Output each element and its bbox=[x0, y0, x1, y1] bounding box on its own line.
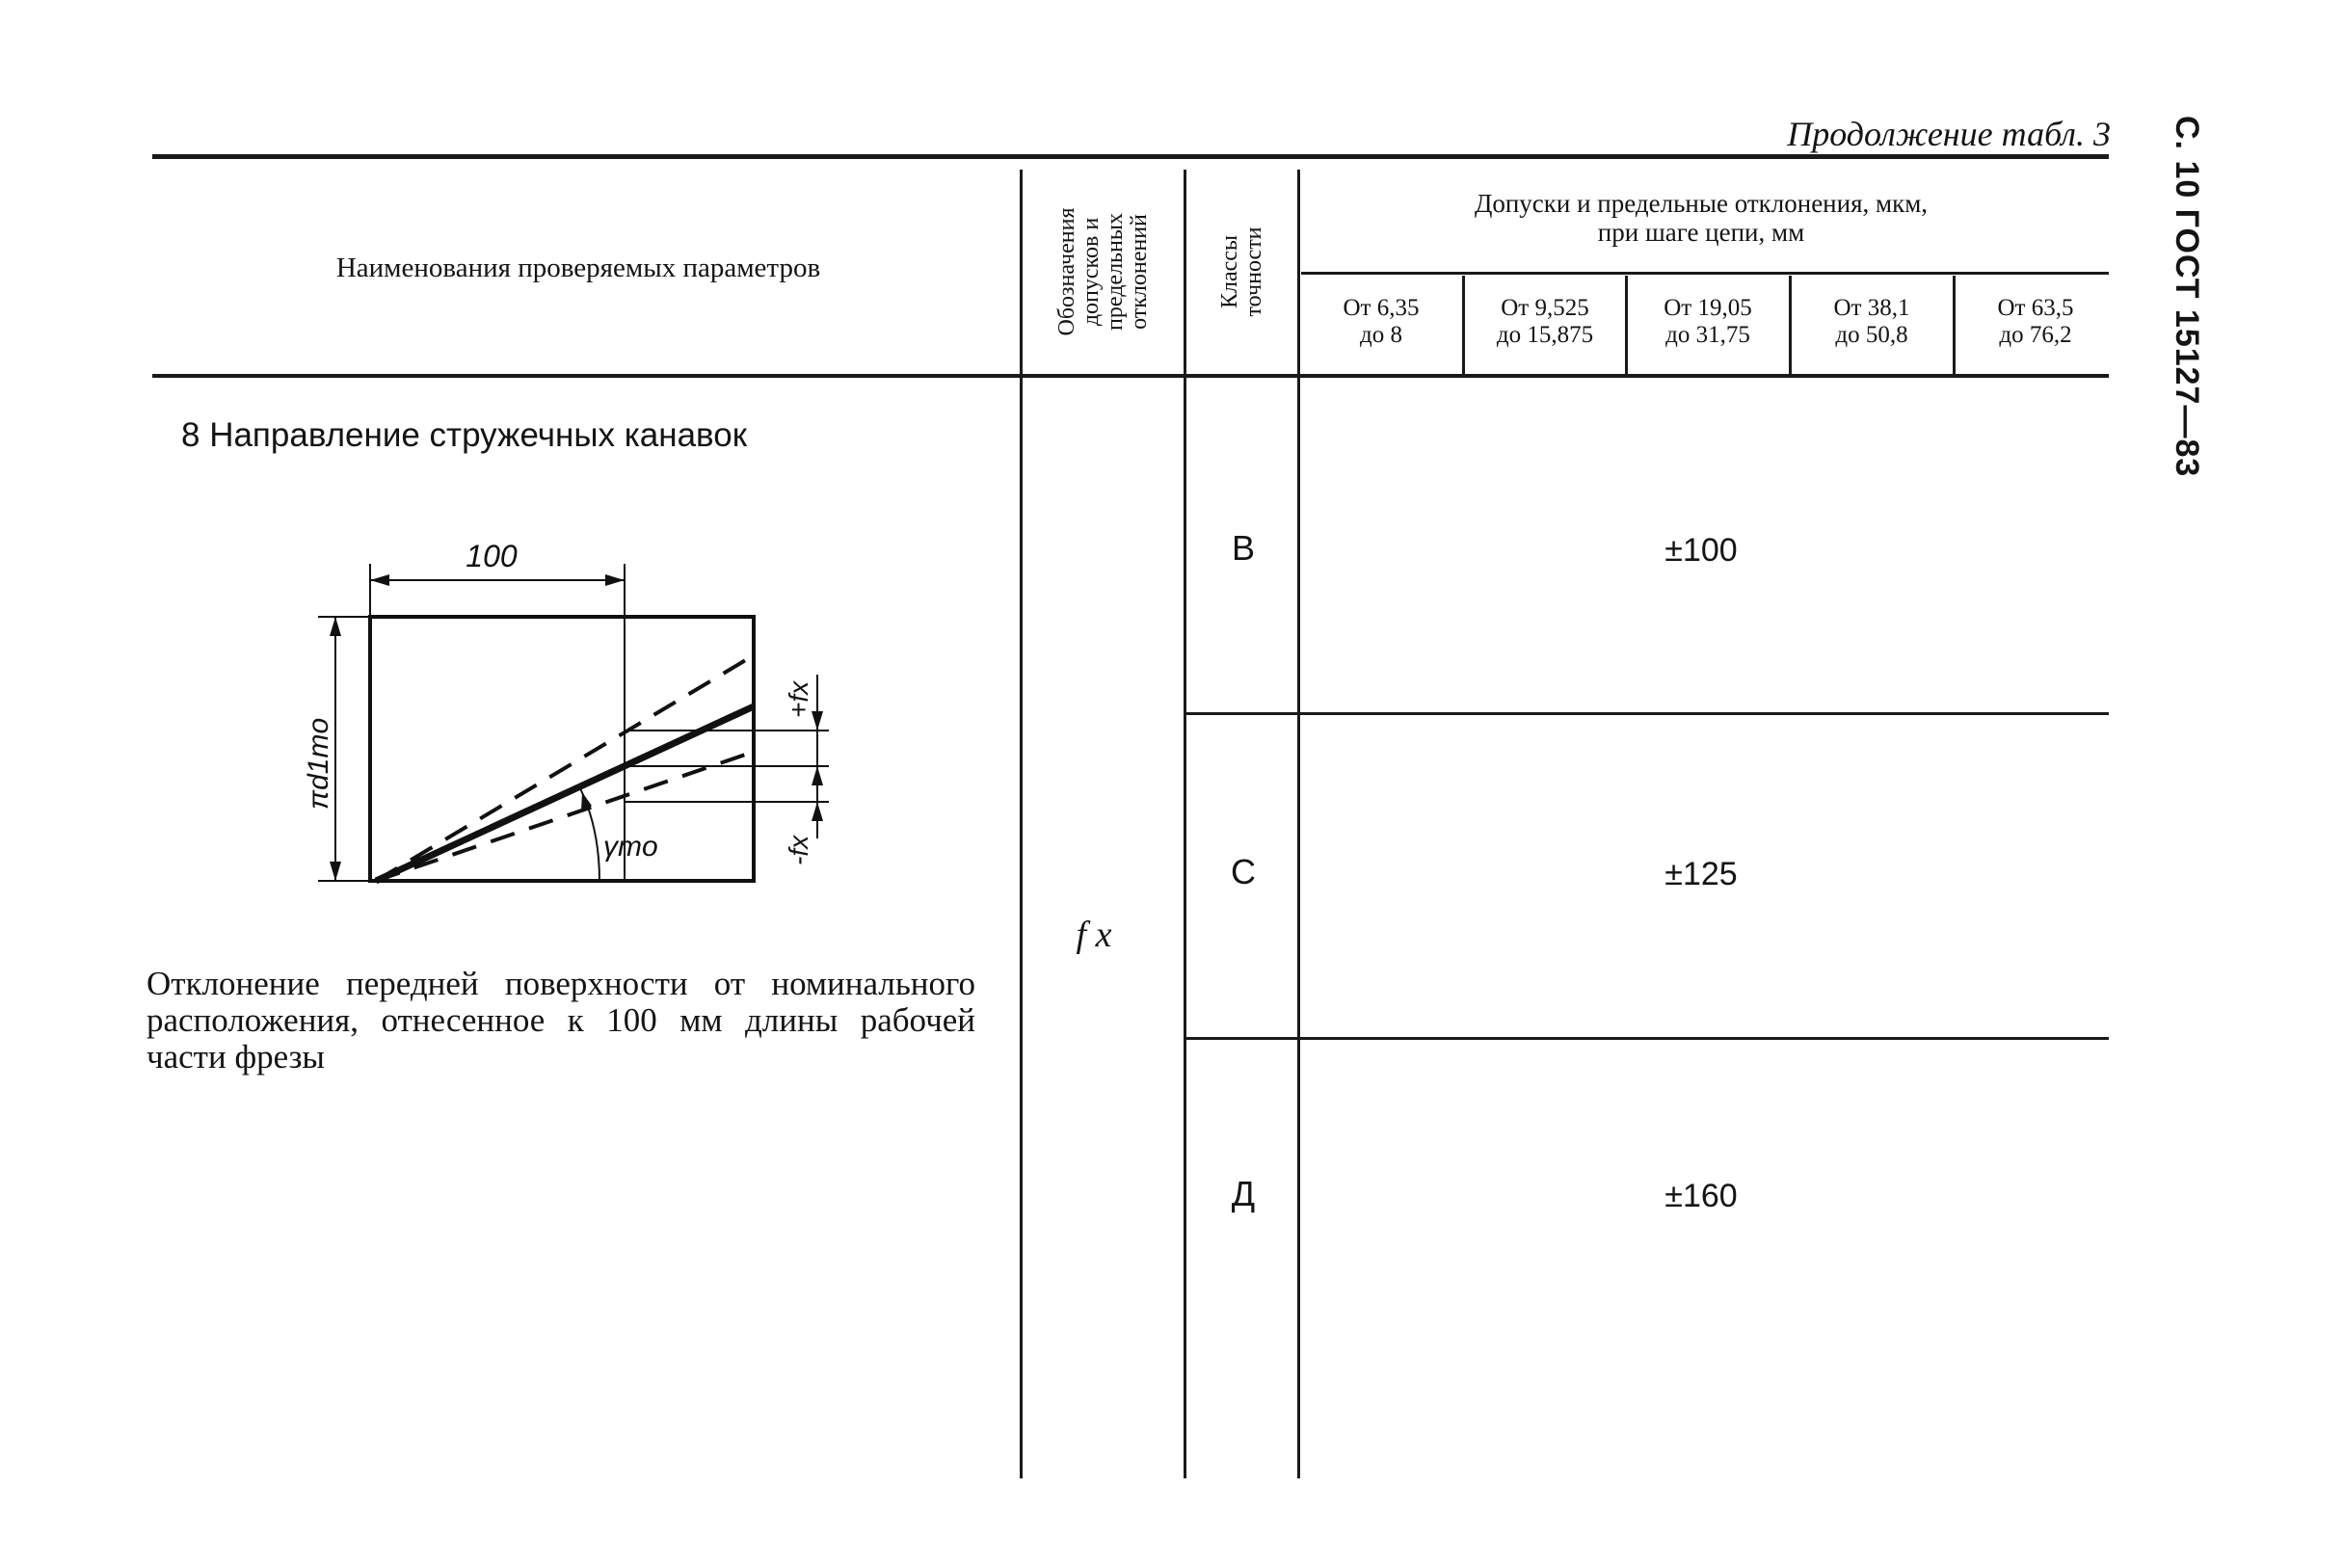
classes-column-header bbox=[1186, 170, 1297, 374]
pitch-range-2: От 9,525 до 15,875 bbox=[1496, 295, 1594, 348]
pitch-range-1: От 6,35 до 8 bbox=[1343, 295, 1420, 348]
tolerance-value-1: ±100 bbox=[1664, 532, 1738, 569]
cutter-outline bbox=[370, 617, 754, 881]
pitch-range-4: От 38,1 до 50,8 bbox=[1833, 295, 1910, 348]
dim-length-label: 100 bbox=[466, 539, 518, 573]
tolerances-column-header: Допуски и предельные отклонения, мкм, при шаге цепи, мм bbox=[1474, 189, 1929, 247]
nominal-flute-line bbox=[376, 706, 754, 881]
plus-fx-label: +fx bbox=[784, 680, 813, 718]
parameters-column-header: Наименования проверяемых параметров bbox=[335, 252, 821, 283]
accuracy-class-2: С bbox=[1231, 852, 1256, 891]
tolerance-header-rule bbox=[1301, 272, 2109, 275]
table-continuation-label: Продолжение табл. 3 bbox=[1787, 115, 2111, 153]
page-standard-label bbox=[2169, 116, 2207, 520]
angle-label: γmo bbox=[603, 831, 658, 863]
designation-column-header-text: Обозначения допусков и предельных отклонений bbox=[1053, 207, 1152, 336]
header-bottom-rule bbox=[152, 374, 2109, 378]
designation-column-header bbox=[1023, 170, 1184, 374]
tolerance-value-2: ±125 bbox=[1664, 856, 1738, 892]
page-standard-text: С. 10 ГОСТ 15127—83 bbox=[2169, 116, 2205, 478]
class-row-divider-1 bbox=[1185, 712, 2109, 715]
upper-tolerance-line bbox=[376, 655, 754, 881]
parameter-title: 8 Направление стружечных канавок bbox=[181, 416, 748, 454]
pitch-range-5: От 63,5 до 76,2 bbox=[1997, 295, 2074, 348]
pitch-range-3: От 19,05 до 31,75 bbox=[1664, 295, 1752, 348]
lower-tolerance-line bbox=[376, 752, 754, 881]
table-top-rule bbox=[152, 154, 2109, 159]
classes-column-header-text: Классы точности bbox=[1216, 226, 1266, 317]
class-row-divider-2 bbox=[1185, 1037, 2109, 1040]
tolerance-value-3: ±160 bbox=[1664, 1178, 1738, 1214]
flute-direction-diagram bbox=[289, 530, 867, 906]
accuracy-class-1: В bbox=[1231, 528, 1255, 568]
minus-fx-label: -fx bbox=[784, 835, 813, 865]
tolerance-designation: f x bbox=[1076, 915, 1112, 955]
parameter-description: Отклонение передней поверхности от номинального расположения, отнесенное к 100 мм длины рабочей части фрезы bbox=[146, 965, 975, 1076]
dim-height-label: πd1mo bbox=[303, 717, 334, 810]
accuracy-class-3: Д bbox=[1231, 1174, 1256, 1213]
tolerance-column-left-rule bbox=[1297, 170, 1300, 1478]
